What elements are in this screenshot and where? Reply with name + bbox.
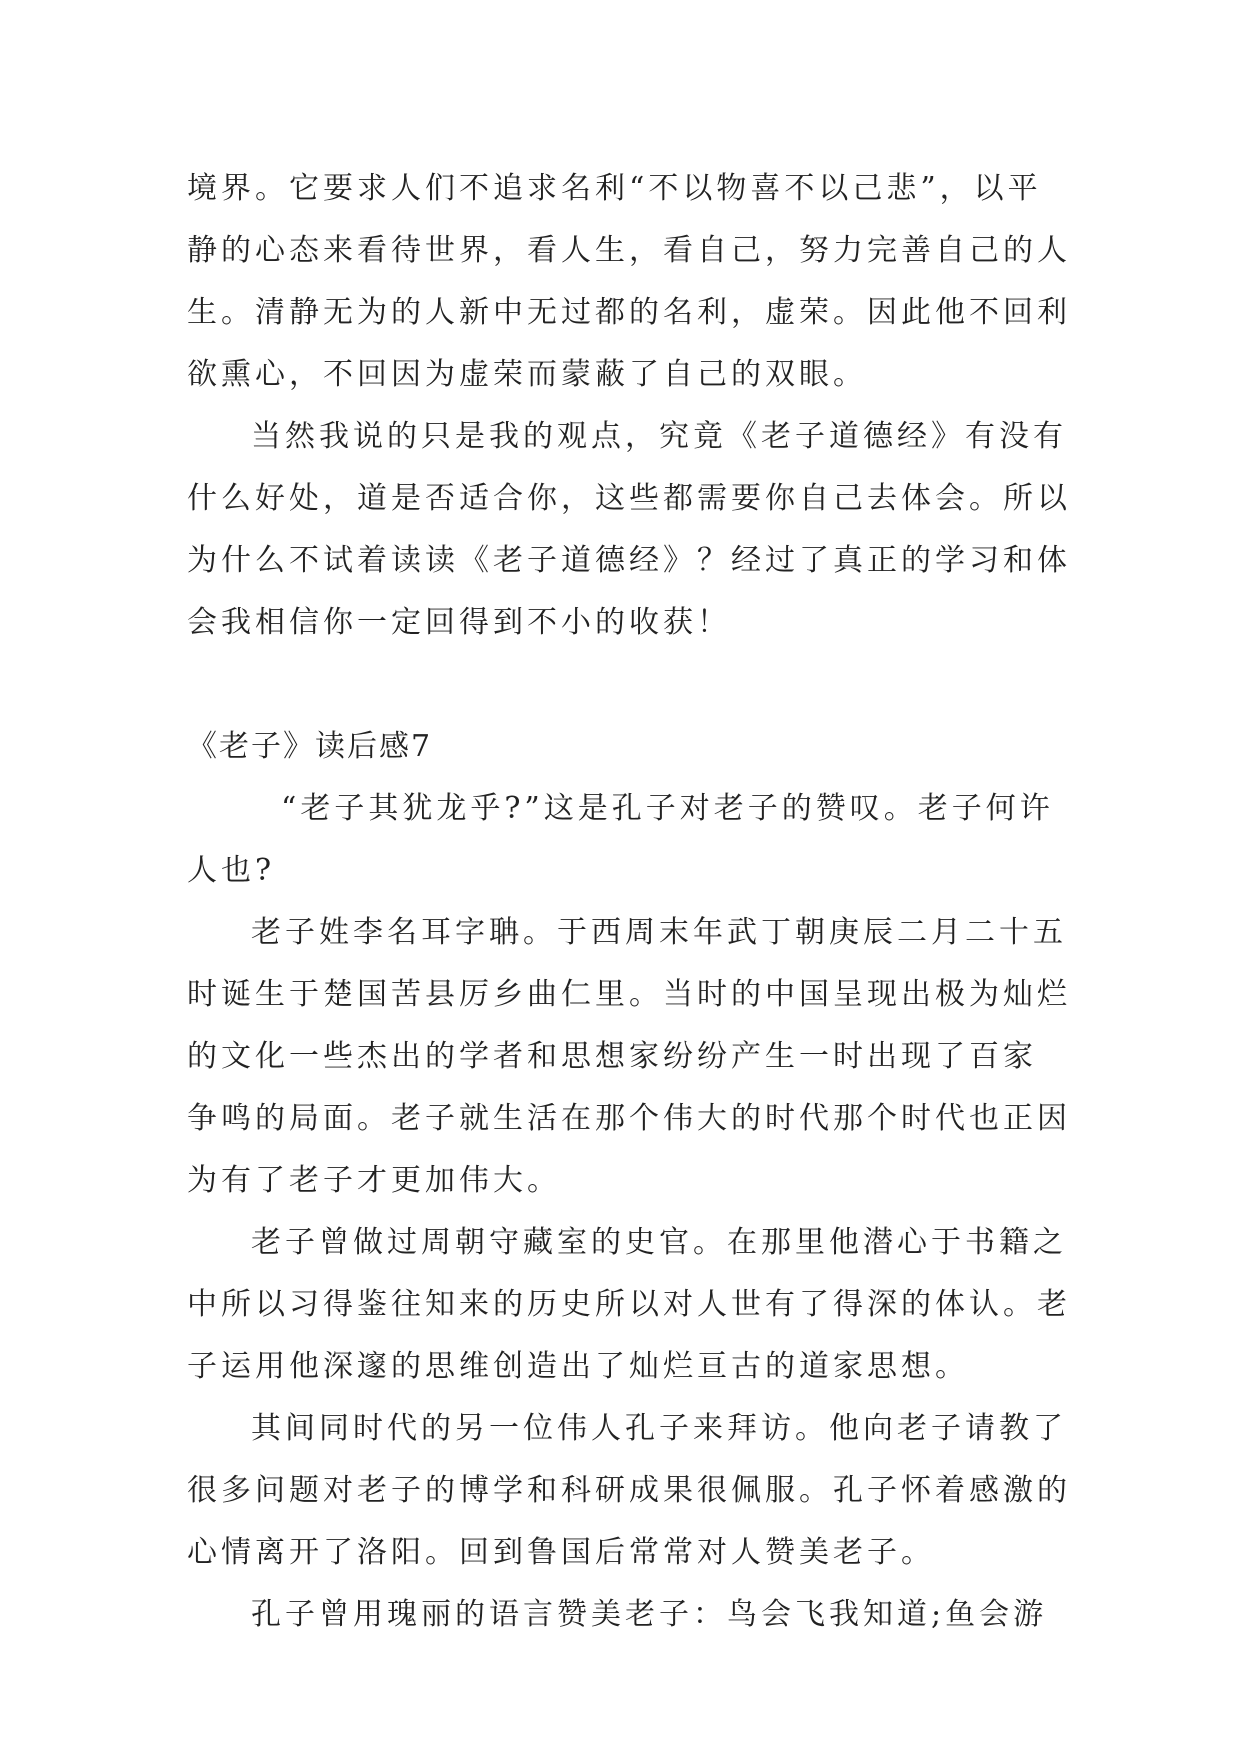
paragraph-4 [187, 1398, 1071, 1584]
text-line: 会我相信你一定回得到不小的收获！ [187, 605, 731, 640]
paragraph-3 [187, 1212, 1071, 1398]
text-line: 心情离开了洛阳。回到鲁国后常常对人赞美老子。 [187, 1535, 935, 1570]
paragraph-2 [187, 902, 1071, 1212]
text-line: 为什么不试着读读《老子道德经》？经过了真正的学习和体 [187, 543, 1071, 578]
text-line: 孔子曾用瑰丽的语言赞美老子：鸟会飞我知道;鱼会游 [251, 1597, 1048, 1632]
text-line: 老子曾做过周朝守藏室的史官。在那里他潜心于书籍之 [251, 1225, 1067, 1260]
paragraph-prev-2 [187, 406, 1071, 654]
text-line: 争鸣的局面。老子就生活在那个伟大的时代那个时代也正因 [187, 1101, 1071, 1136]
text-line: 生。清静无为的人新中无过都的名利，虚荣。因此他不回利 [187, 295, 1071, 330]
section-heading: 《老子》读后感7 [187, 729, 433, 764]
text-line: 很多问题对老子的博学和科研成果很佩服。孔子怀着感激的 [187, 1473, 1071, 1508]
text-line: 老子姓李名耳字聃。于西周末年武丁朝庚辰二月二十五 [251, 915, 1067, 950]
document-body [187, 158, 1071, 1646]
section-gap [187, 654, 1057, 716]
paragraph-5 [187, 1584, 1057, 1646]
text-line: 静的心态来看待世界，看人生，看自己，努力完善自己的人 [187, 233, 1071, 268]
text-line: 为有了老子才更加伟大。 [187, 1163, 561, 1198]
text-line: 境界。它要求人们不追求名利“不以物喜不以己悲”，以平 [187, 171, 1042, 206]
text-line: 子运用他深邃的思维创造出了灿烂亘古的道家思想。 [187, 1349, 969, 1384]
text-line: 什么好处，道是否适合你，这些都需要你自己去体会。所以 [187, 481, 1071, 516]
paragraph-prev-1 [187, 158, 1071, 406]
text-line: 时诞生于楚国苦县厉乡曲仁里。当时的中国呈现出极为灿烂 [187, 977, 1071, 1012]
text-line: 中所以习得鉴往知来的历史所以对人世有了得深的体认。老 [187, 1287, 1071, 1322]
text-line: 的文化一些杰出的学者和思想家纷纷产生一时出现了百家 [187, 1039, 1037, 1074]
text-line: 人也? [187, 853, 276, 888]
paragraph-1 [187, 778, 1057, 902]
text-line: 当然我说的只是我的观点，究竟《老子道德经》有没有 [251, 419, 1067, 454]
text-line: 欲熏心，不回因为虚荣而蒙蔽了自己的双眼。 [187, 357, 867, 392]
text-line: 其间同时代的另一位伟人孔子来拜访。他向老子请教了 [251, 1411, 1067, 1446]
text-line: “老子其犹龙乎?”这是孔子对老子的赞叹。老子何许 [281, 791, 1054, 826]
